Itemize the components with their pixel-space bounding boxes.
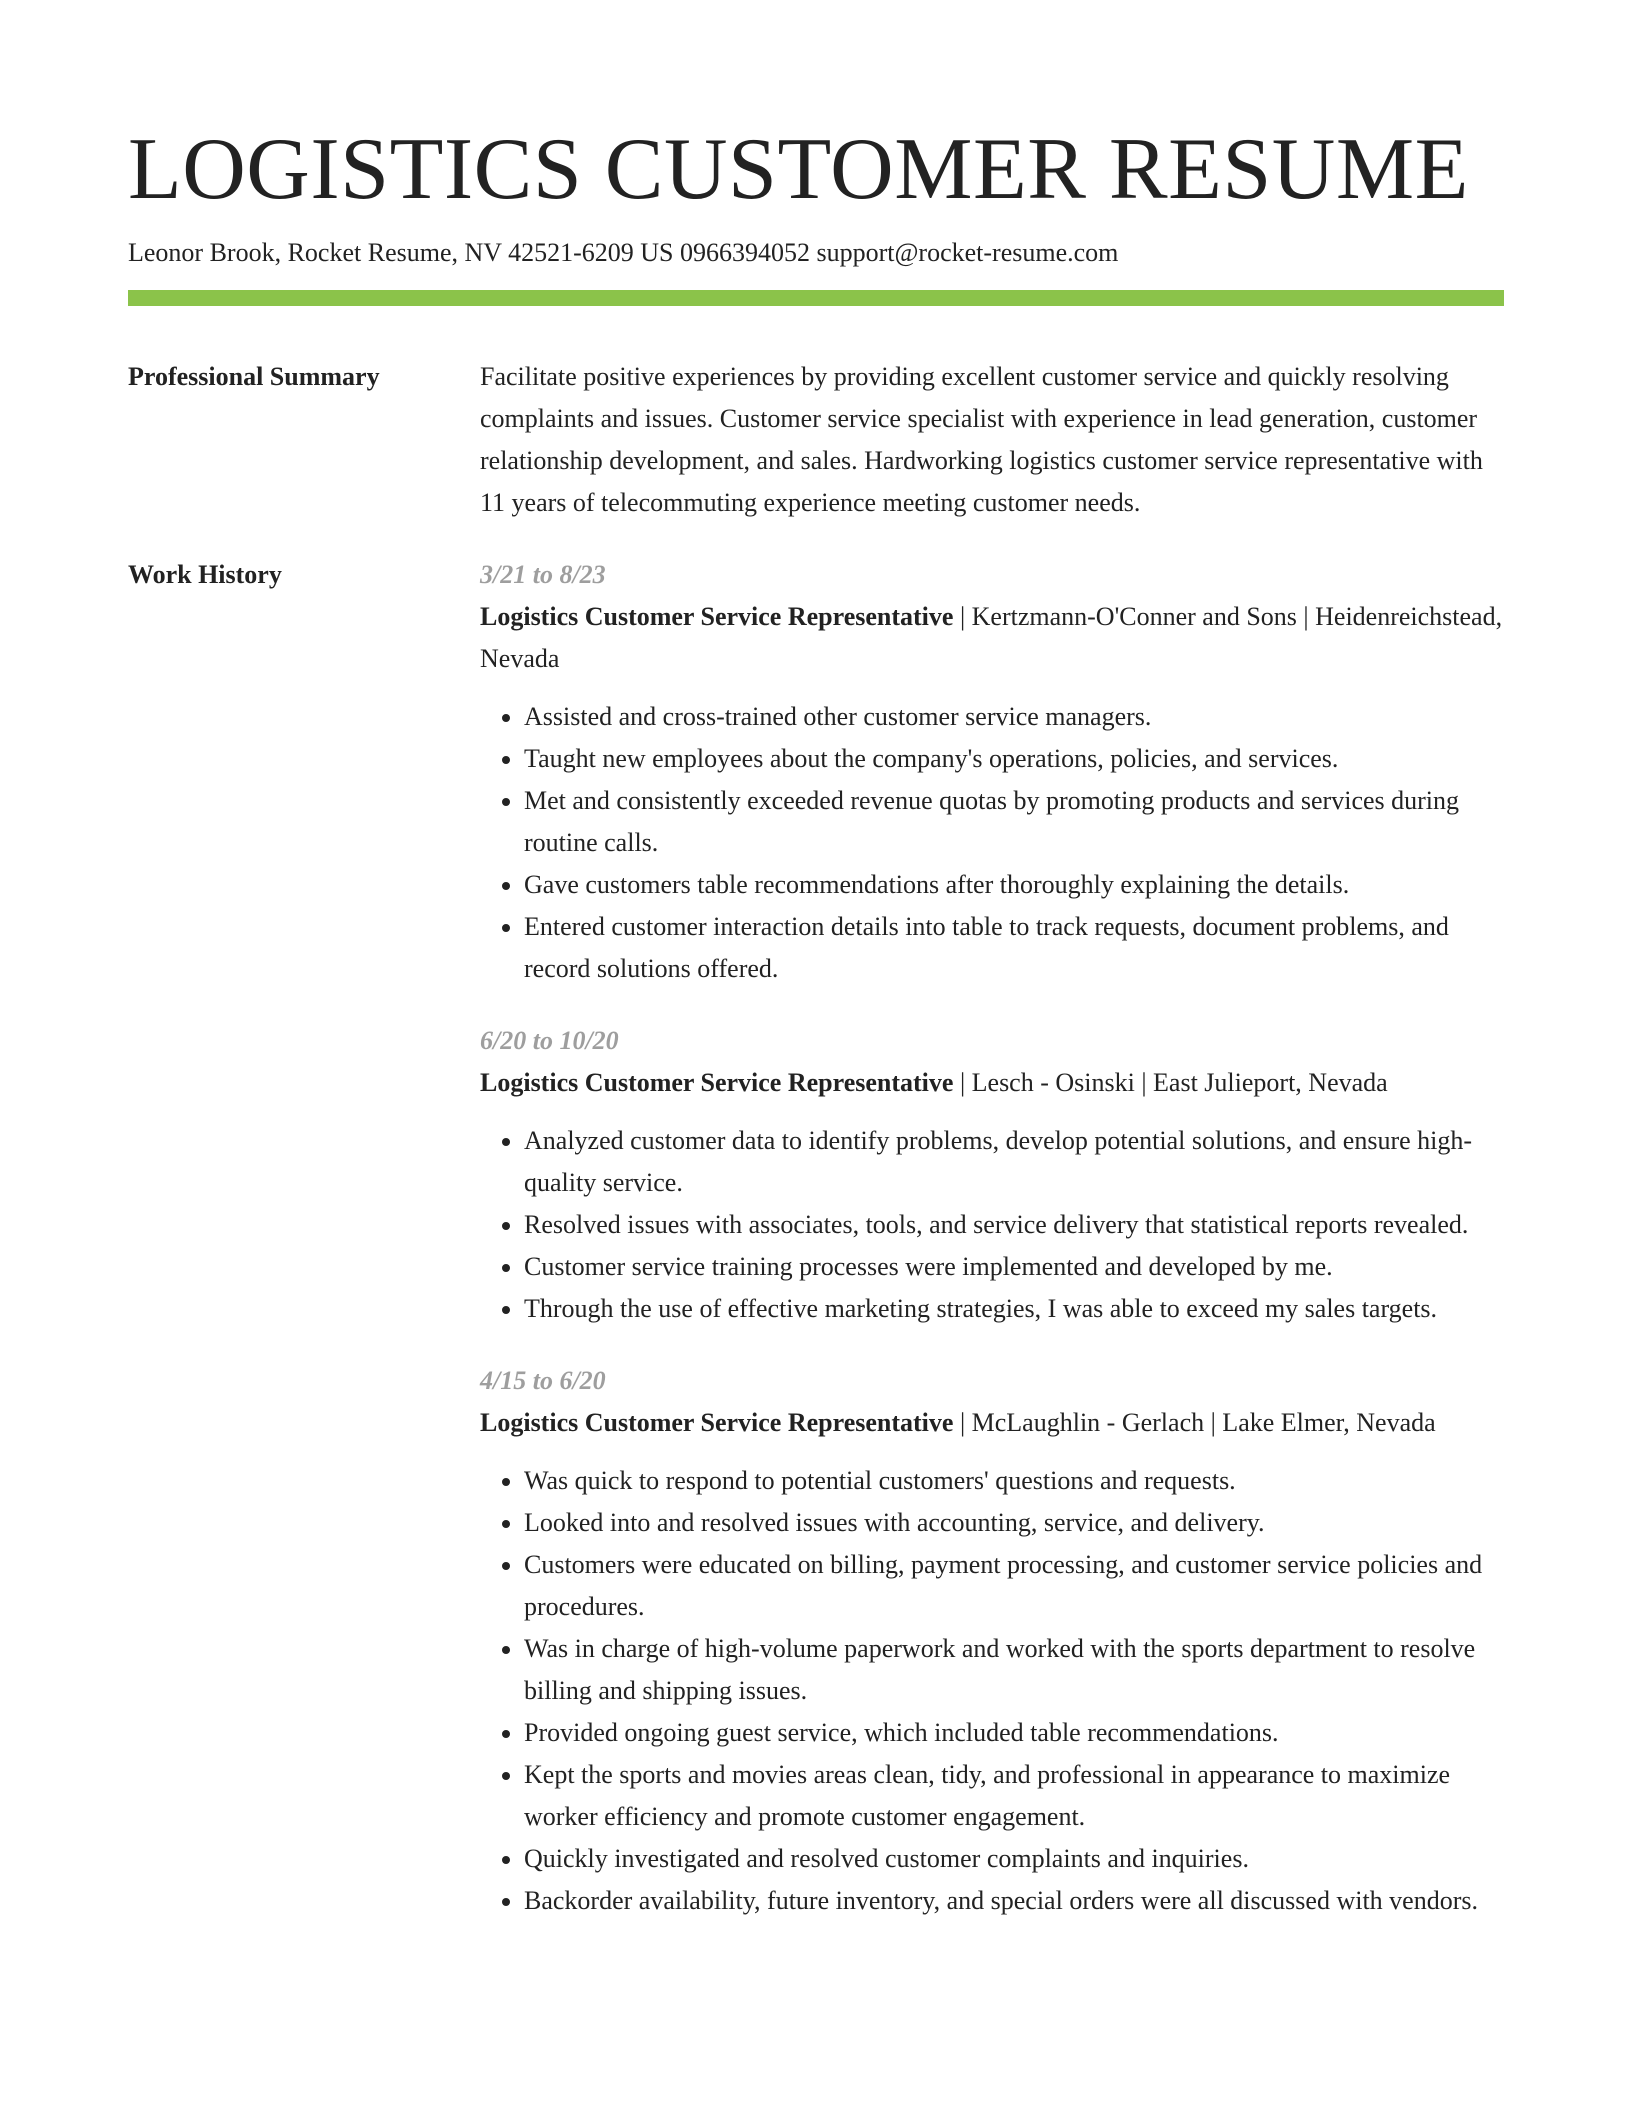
job-duty-item: • Through the use of effective marketing strategies, I was able to exceed my sales targets. (524, 1288, 1504, 1330)
job-duty-item: • Was in charge of high-volume paperwork and worked with the sports department to resolve billing and shipping issues. (524, 1628, 1504, 1712)
job-heading (480, 1062, 1504, 1104)
job-duty-item: • Provided ongoing guest service, which included table recommendations. (524, 1712, 1504, 1754)
job-duties-list (480, 1120, 1504, 1330)
professional-summary-section (128, 356, 1504, 524)
work-history-section (128, 554, 1504, 1952)
job-title: Logistics Customer Service Representative (480, 1068, 954, 1097)
job-dates: 6/20 to 10/20 (480, 1026, 619, 1055)
section-heading-work-history: Work History (128, 560, 282, 589)
job-heading (480, 596, 1504, 680)
job-duty-item: • Was quick to respond to potential customers' questions and requests. (524, 1460, 1504, 1502)
job-entry (480, 1020, 1504, 1330)
resume-title: LOGISTICS CUSTOMER RESUME (128, 121, 1469, 218)
job-duty-item: • Assisted and cross-trained other customer service managers. (524, 696, 1504, 738)
contact-line: Leonor Brook, Rocket Resume, NV 42521-6209 US 0966394052 support@rocket-resume.com (128, 238, 1119, 267)
job-duty-item: • Customers were educated on billing, payment processing, and customer service policies and procedures. (524, 1544, 1504, 1628)
job-duty-item: • Taught new employees about the company's operations, policies, and services. (524, 738, 1504, 780)
job-title: Logistics Customer Service Representative (480, 1408, 954, 1437)
resume-page (128, 0, 1504, 1952)
job-duty-item: • Quickly investigated and resolved customer complaints and inquiries. (524, 1838, 1504, 1880)
summary-text: Facilitate positive experiences by providing excellent customer service and quickly resolving complaints and issues. Customer service specialist with experience in lead generation, customer relationship development, and sales. Hardworking logistics customer service representative with 11 years of telecommuting experience meeting customer needs. (480, 362, 1483, 517)
job-duty-item: • Analyzed customer data to identify problems, develop potential solutions, and ensure high-quality service. (524, 1120, 1504, 1204)
job-title: Logistics Customer Service Representative (480, 602, 954, 631)
job-company-location: | Lesch - Osinski | East Julieport, Nevada (953, 1068, 1388, 1097)
job-duty-item: • Kept the sports and movies areas clean, tidy, and professional in appearance to maximize worker efficiency and promote customer engagement. (524, 1754, 1504, 1838)
work-history-body (480, 554, 1504, 1952)
job-heading (480, 1402, 1504, 1444)
job-company-location: | Kertzmann-O'Conner and Sons | Heidenreichstead, Nevada (480, 602, 1503, 673)
job-duty-item: • Customer service training processes were implemented and developed by me. (524, 1246, 1504, 1288)
summary-body (480, 356, 1504, 524)
job-dates: 3/21 to 8/23 (480, 560, 606, 589)
job-duty-item: • Met and consistently exceeded revenue quotas by promoting products and services during routine calls. (524, 780, 1504, 864)
job-dates: 4/15 to 6/20 (480, 1366, 606, 1395)
header-divider (128, 290, 1504, 306)
job-duty-item: • Resolved issues with associates, tools, and service delivery that statistical reports revealed. (524, 1204, 1504, 1246)
section-heading-summary: Professional Summary (128, 362, 380, 391)
job-duties-list (480, 1460, 1504, 1922)
job-entry (480, 554, 1504, 990)
job-company-location: | McLaughlin - Gerlach | Lake Elmer, Nevada (953, 1408, 1436, 1437)
job-duty-item: • Backorder availability, future inventory, and special orders were all discussed with vendors. (524, 1880, 1504, 1922)
job-duties-list (480, 696, 1504, 990)
job-entry (480, 1360, 1504, 1922)
job-duty-item: • Gave customers table recommendations after thoroughly explaining the details. (524, 864, 1504, 906)
job-duty-item: • Looked into and resolved issues with accounting, service, and delivery. (524, 1502, 1504, 1544)
job-duty-item: • Entered customer interaction details into table to track requests, document problems, and record solutions offered. (524, 906, 1504, 990)
